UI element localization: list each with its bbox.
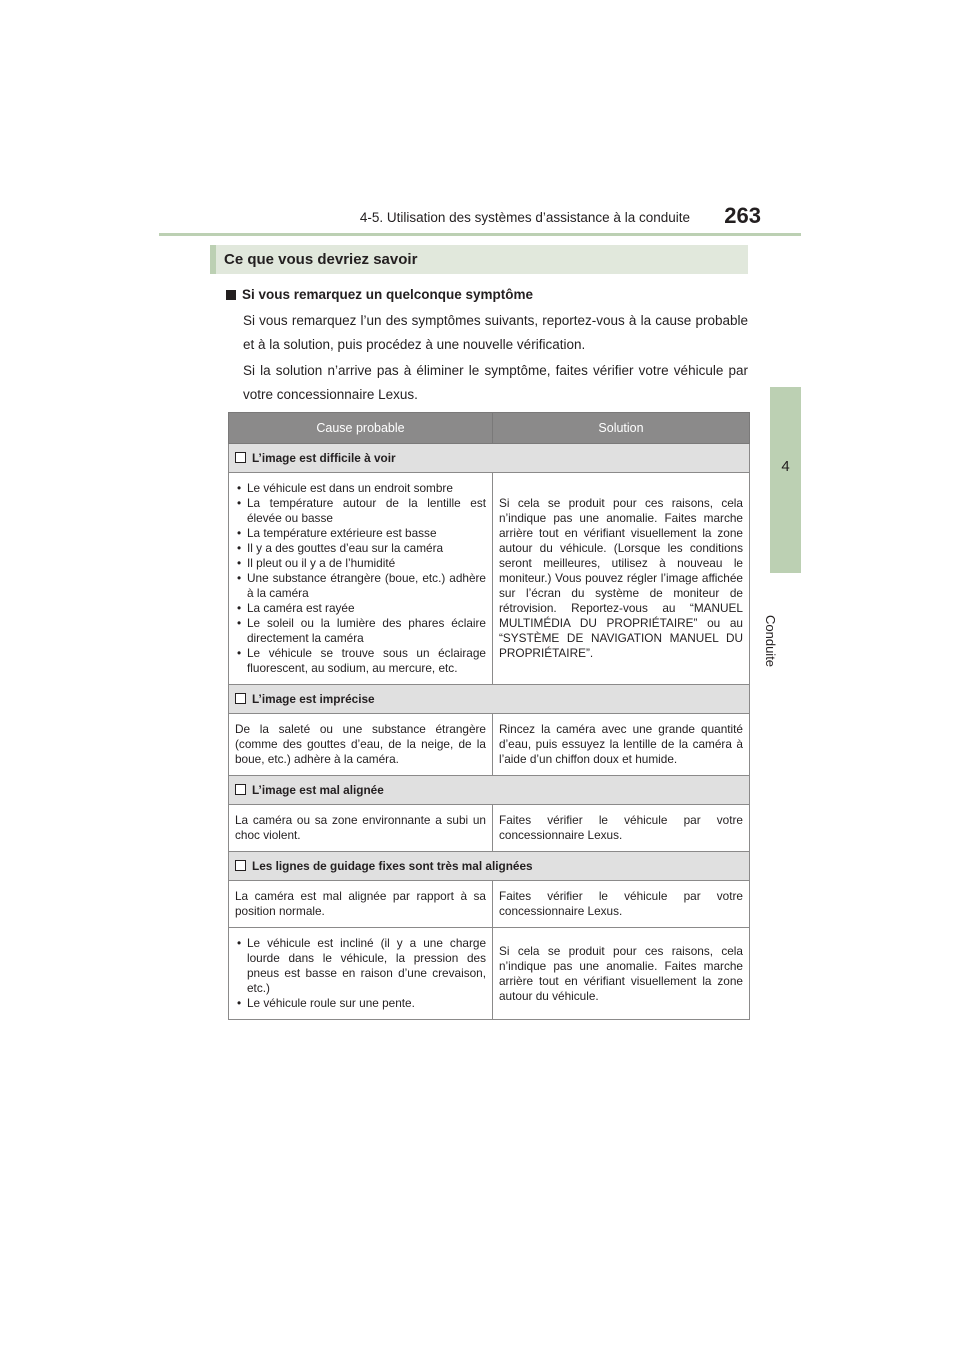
group-title-cell (229, 685, 750, 714)
column-header-solution: Solution (493, 413, 750, 444)
table-row (229, 714, 750, 776)
cause-cell (229, 473, 493, 685)
cause-list (235, 481, 486, 676)
list-item: • Le soleil ou la lumière des phares éclaire directement la caméra (235, 616, 486, 646)
page-number: 263 (724, 203, 761, 228)
section-heading-text: Si vous remarquez un quelconque symptôme (242, 287, 534, 302)
list-item: • Le véhicule est dans un endroit sombre (235, 481, 486, 496)
list-item: • Il pleut ou il y a de l’humidité (235, 556, 486, 571)
list-item: • La caméra est rayée (235, 601, 486, 616)
troubleshooting-table (228, 412, 750, 1020)
column-header-cause: Cause probable (229, 413, 493, 444)
solution-cell: Faites vérifier le véhicule par votre concessionnaire Lexus. (493, 881, 750, 928)
solution-cell: Si cela se produit pour ces raisons, cela n’indique pas une anomalie. Faites marche arrière tout en vérifiant visuellement la zone autour du véhicule. (493, 928, 750, 1020)
section-paragraph: Si vous remarquez l’un des symptômes suivants, reportez-vous à la cause probable et à la solution, puis procédez à une nouvelle vérification. (243, 313, 748, 352)
group-title: Les lignes de guidage fixes sont très mal alignées (252, 858, 533, 873)
chapter-tab (770, 387, 801, 573)
cause-cell: La caméra ou sa zone environnante a subi un choc violent. (229, 805, 493, 852)
checkbox-icon (235, 860, 246, 871)
group-title-cell (229, 852, 750, 881)
list-item: • Le véhicule roule sur une pente. (235, 996, 486, 1011)
table-group-row (229, 444, 750, 473)
table-row (229, 805, 750, 852)
table-row (229, 473, 750, 685)
checkbox-icon (235, 452, 246, 463)
cause-cell: De la saleté ou une substance étrangère (comme des gouttes d’eau, de la neige, de la boue, etc.) adhère à la caméra. (229, 714, 493, 776)
list-item: • Une substance étrangère (boue, etc.) adhère à la caméra (235, 571, 486, 601)
checkbox-icon (235, 693, 246, 704)
group-title: L’image est difficile à voir (252, 450, 396, 465)
list-item: • La température autour de la lentille est élevée ou basse (235, 496, 486, 526)
checkbox-icon (235, 784, 246, 795)
list-item: • La température extérieure est basse (235, 526, 486, 541)
chapter-section-title: 4-5. Utilisation des systèmes d’assistance à la conduite (359, 210, 690, 225)
symptom-section (226, 283, 748, 407)
group-title: L’image est imprécise (252, 691, 375, 706)
chapter-tab-number: 4 (781, 458, 790, 475)
cause-list (235, 936, 486, 1011)
group-title: L’image est mal alignée (252, 782, 384, 797)
header-rule (159, 233, 801, 236)
solution-cell: Rincez la caméra avec une grande quantité d’eau, puis essuyez la lentille de la caméra à l’aide d’un chiffon doux et humide. (493, 714, 750, 776)
table-group-row (229, 685, 750, 714)
chapter-tab-label: Conduite (763, 615, 778, 668)
list-item: • Le véhicule se trouve sous un éclairage fluorescent, au sodium, au mercure, etc. (235, 646, 486, 676)
group-title-cell (229, 444, 750, 473)
table-header-row (229, 413, 750, 444)
section-paragraph: Si la solution n’arrive pas à éliminer le symptôme, faites vérifier votre véhicule par votre concessionnaire Lexus. (243, 363, 748, 402)
list-item: • Le véhicule est incliné (il y a une charge lourde dans le véhicule, la pression des pneus est basse en raison d’une crevaison, etc.) (235, 936, 486, 996)
section-heading (226, 283, 748, 307)
table-group-row (229, 852, 750, 881)
table-row (229, 928, 750, 1020)
info-box-title: Ce que vous devriez savoir (210, 245, 748, 274)
cause-cell: La caméra est mal alignée par rapport à sa position normale. (229, 881, 493, 928)
group-title-cell (229, 776, 750, 805)
cause-cell (229, 928, 493, 1020)
solution-cell: Faites vérifier le véhicule par votre concessionnaire Lexus. (493, 805, 750, 852)
list-item: • Il y a des gouttes d’eau sur la caméra (235, 541, 486, 556)
table-row (229, 881, 750, 928)
solution-cell: Si cela se produit pour ces raisons, cela n’indique pas une anomalie. Faites marche arrière tout en vérifiant visuellement la zone autour du véhicule. (Lorsque les conditions seront meilleures, utilisez à nouveau le moniteur.) Vous pouvez régler l’image affichée sur l’écran du système de moniteur de rétrovision. Reportez-vous au “MANUEL MULTIMÉDIA DU PROPRIÉTAIRE” ou au “SYSTÈME DE NAVIGATION MANUEL DU PROPRIÉTAIRE”. (493, 473, 750, 685)
square-bullet-icon (226, 290, 236, 300)
table-group-row (229, 776, 750, 805)
